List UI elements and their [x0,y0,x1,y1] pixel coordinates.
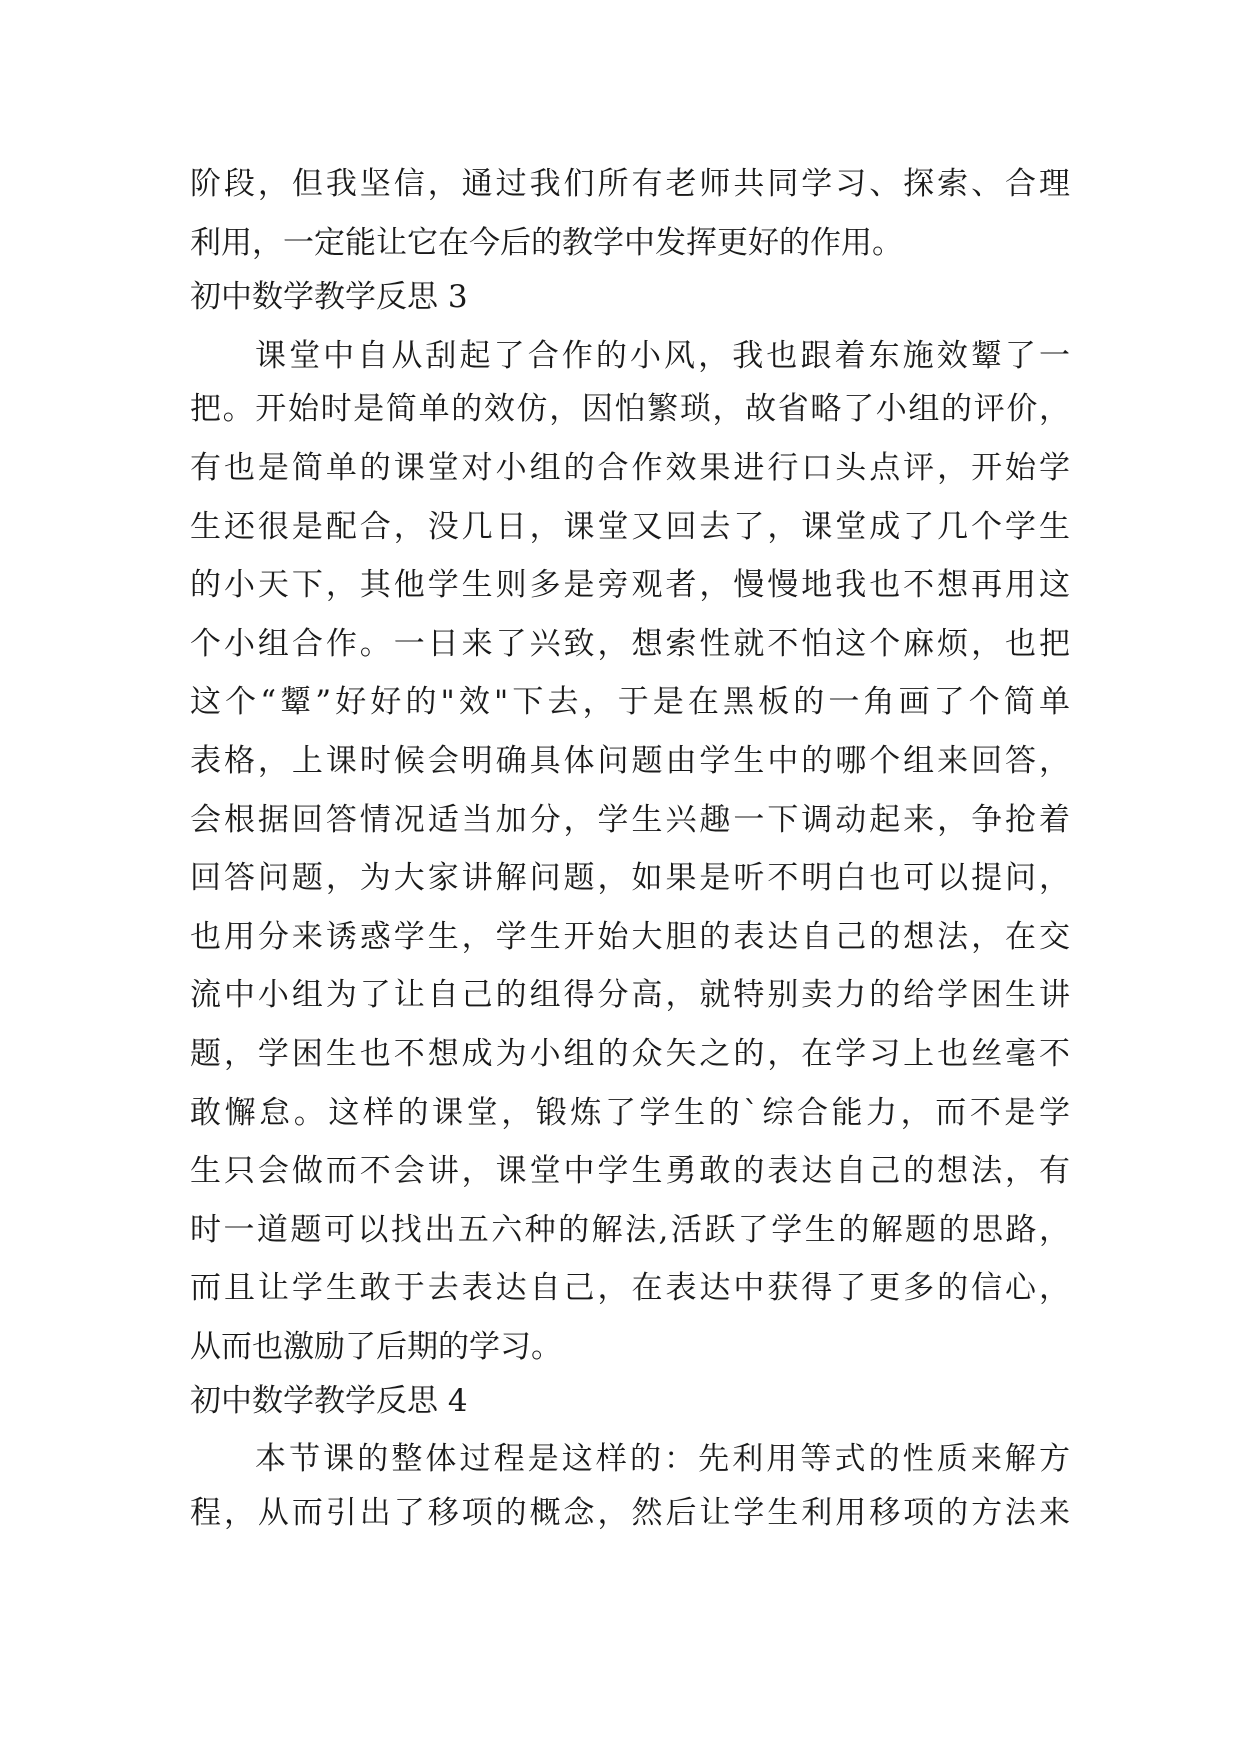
paragraph-line: 本节课的整体过程是这样的：先利用等式的性质来解方 [255,1441,1070,1477]
paragraph-line: 回答问题，为大家讲解问题，如果是听不明白也可以提问， [190,860,1070,896]
paragraph-line: 也用分来诱惑学生，学生开始大胆的表达自己的想法，在交 [190,919,1070,955]
paragraph-line: 生只会做而不会讲，课堂中学生勇敢的表达自己的想法，有 [190,1153,1070,1189]
paragraph-line: 有也是简单的课堂对小组的合作效果进行口头点评，开始学 [190,450,1070,486]
paragraph-line: 表格，上课时候会明确具体问题由学生中的哪个组来回答， [190,743,1070,779]
paragraph-line: 利用，一定能让它在今后的教学中发挥更好的作用。 [190,225,903,261]
section-heading: 初中数学教学反思 3 [190,279,468,315]
paragraph-line: 而且让学生敢于去表达自己，在表达中获得了更多的信心， [190,1270,1070,1306]
paragraph-line: 生还很是配合，没几日，课堂又回去了，课堂成了几个学生 [190,509,1070,545]
section-heading: 初中数学教学反思 4 [190,1383,468,1419]
paragraph-line: 的小天下，其他学生则多是旁观者，慢慢地我也不想再用这 [190,567,1070,603]
paragraph-line: 题，学困生也不想成为小组的众矢之的，在学习上也丝毫不 [190,1036,1070,1072]
paragraph-line: 从而也激励了后期的学习。 [190,1329,562,1365]
paragraph-line: 流中小组为了让自己的组得分高，就特别卖力的给学困生讲 [190,977,1070,1013]
paragraph-line: 课堂中自从刮起了合作的小风，我也跟着东施效颦了一 [255,338,1070,374]
paragraph-line: 会根据回答情况适当加分，学生兴趣一下调动起来，争抢着 [190,802,1070,838]
paragraph-line: 时一道题可以找出五六种的解法,活跃了学生的解题的思路， [190,1212,1070,1248]
paragraph-line: 这个“颦”好好的"效"下去，于是在黑板的一角画了个简单 [190,684,1070,720]
paragraph-line: 把。开始时是简单的效仿，因怕繁琐，故省略了小组的评价， [190,391,1070,427]
paragraph-line: 个小组合作。一日来了兴致，想索性就不怕这个麻烦，也把 [190,626,1070,662]
paragraph-line: 阶段，但我坚信，通过我们所有老师共同学习、探索、合理 [190,166,1070,202]
paragraph-line: 程，从而引出了移项的概念，然后让学生利用移项的方法来 [190,1495,1070,1531]
paragraph-line: 敢懈怠。这样的课堂，锻炼了学生的`综合能力，而不是学 [190,1095,1070,1131]
